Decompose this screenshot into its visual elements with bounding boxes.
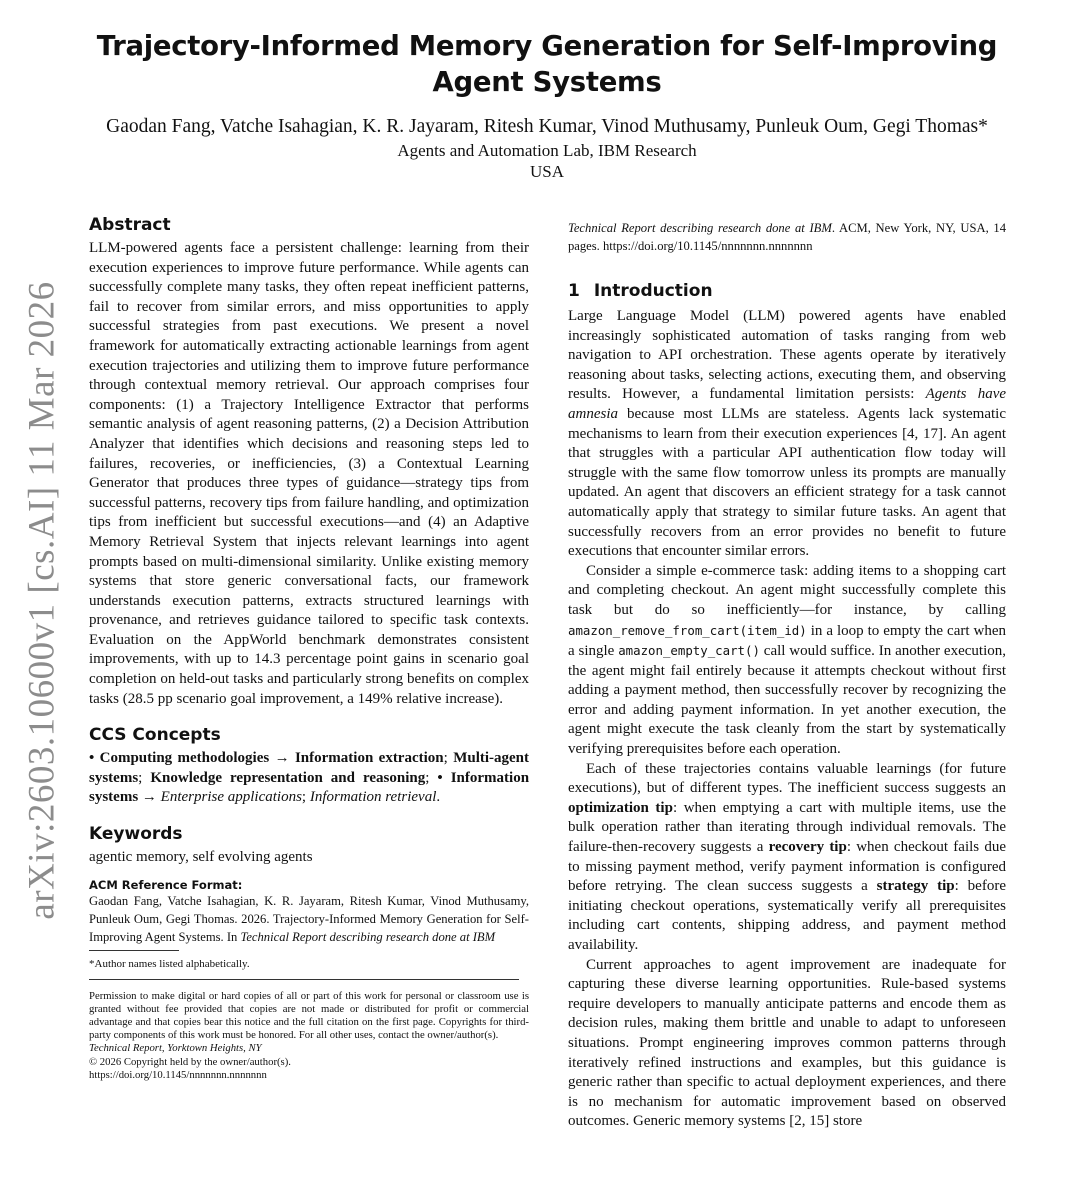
author-list: Gaodan Fang, Vatche Isahagian, K. R. Jayaram, Ritesh Kumar, Vinod Muthusamy, Punleuk Oum, Gegi Thomas* — [106, 116, 988, 137]
footnote-divider — [89, 950, 179, 951]
permission-block — [89, 990, 529, 1082]
doi-link[interactable]: https://doi.org/10.1145/nnnnnnn.nnnnnnn — [89, 1068, 267, 1081]
paper-title: Trajectory-Informed Memory Generation for Self-Improving Agent Systems — [96, 30, 998, 98]
ccs-heading: CCS Concepts — [89, 725, 221, 746]
ccs-concepts: • Computing methodologies → Information extraction; Multi-agent systems; Knowledge representation and reasoning; • Information systems → Enterprise applications; Information retrieval. — [89, 750, 530, 806]
acm-reference-heading: ACM Reference Format: — [89, 877, 243, 892]
left-column — [89, 215, 529, 1082]
affiliation: Agents and Automation Lab, IBM Research — [397, 141, 697, 160]
intro-paragraph-1: Large Language Model (LLM) powered agents have enabled increasingly sophisticated automation of tasks ranging from web navigation to API orchestration. These agents operate by iteratively reasoning about tasks, selecting actions, executing them, and observing results. However, a fundamental limitation persists: Agents have amnesia because most LLMs are stateless. Agents lack systematic mechanisms to learn from their execution experiences [4, 17]. An agent that struggles with a particular API authentication flow today will struggle with the same flow tomorrow unless its prompts are manually updated. An agent that discovers an efficient strategy for a task cannot automatically apply that strategy to similar future tasks. An agent that successfully recovers from an error provides no benefit to future executions that encounter similar errors. — [568, 308, 1007, 560]
keywords-text: agentic memory, self evolving agents — [89, 849, 313, 866]
intro-paragraph-2: Consider a simple e-commerce task: adding items to a shopping cart and completing checkout. An agent might successfully complete this task but do so inefficiently—for instance, by calling amazon_remove_from_cart(item_id) in a loop to empty the cart when a single amazon_empty_cart() call would suffice. In another execution, the agent might fail entirely because it attempts checkout without first adding a payment method, then successfully recover by recognizing the error and adding payment information. In yet another execution, the agent might execute the task cleanly from the start by systematically verifying prerequisites before each operation. — [568, 562, 1006, 758]
abstract-text: LLM-powered agents face a persistent challenge: learning from their execution experiences to improve future performance. While agents can successfully complete many tasks, they often repeat inefficient patterns, fail to recover from similar errors, and miss opportunities to apply successful strategies from past executions. We present a novel framework for automatically extracting actionable learnings from agent execution trajectories and utilizing them to improve future performance through contextual memory retrieval. Our approach comprises four components: (1) a Trajectory Intelligence Extractor that performs semantic analysis of agent reasoning patterns, (2) a Decision Attribution Analyzer that identifies which decisions and reasoning steps led to failures, recoveries, or inefficiencies, (3) a Contextual Learning Generator that produces three types of guidance—strategy tips from successful patterns, recovery tips from failure handling, and optimization tips from inefficient but successful executions—and (4) an Adaptive Memory Retrieval System that injects relevant learnings into agent prompts based on multi-dimensional similarity. Unlike existing memory systems that store generic conversational facts, our framework understands execution patterns, extracts structured learnings with provenance, and retrieves guidance tailored to specific task contexts. Evaluation on the AppWorld benchmark demonstrates consistent improvements, with up to 14.3 percentage point gains in scenario goal completion on held-out tasks and particularly strong benefits on complex tasks (28.5 pp scenario goal improvement, a 149% relative increase). — [89, 240, 529, 707]
permission-text: Permission to make digital or hard copies of all or part of this work for personal or classroom use is granted without fee provided that copies are not made or distributed for profit or commercial advantage and that copies bear this notice and the full citation on the first page. Copyrights for third-party components of this work must be honored. For all other uses, contact the owner/author(s). — [89, 989, 529, 1042]
copyright-line: © 2026 Copyright held by the owner/author(s). — [89, 1055, 291, 1068]
introduction-heading: 1 Introduction — [568, 281, 713, 301]
abstract-heading: Abstract — [89, 215, 171, 235]
country: USA — [529, 162, 564, 181]
intro-paragraph-3: Each of these trajectories contains valuable learnings (for future executions), but of different types. The inefficient success suggests an optimization tip: when emptying a cart with multiple items, use the bulk operation rather than iterating through individual removals. The failure-then-recovery suggests a recovery tip: when checkout fails due to missing payment method, verify payment information is configured before retrying. The clean success suggests a strategy tip: before initiating checkout operations, systematically verify all prerequisites including cart contents, shipping address, and payment method availability. — [568, 760, 1006, 953]
arxiv-id-text: arXiv:2603.10600v1 [cs.AI] 11 Mar 2026 — [21, 280, 63, 920]
permission-divider — [89, 979, 519, 980]
right-column — [568, 219, 1006, 1132]
author-footnote: *Author names listed alphabetically. — [89, 957, 250, 970]
report-venue: Technical Report, Yorktown Heights, NY — [89, 1042, 262, 1055]
paper-header — [90, 28, 1004, 182]
acm-reference-text: Gaodan Fang, Vatche Isahagian, K. R. Jayaram, Ritesh Kumar, Vinod Muthusamy, Punleuk Oum, Gegi Thomas. 2026. Trajectory-Informed Memory Generation for Self-Improving Agent Systems. In Technical Report describing research done at IBM — [89, 893, 529, 944]
intro-paragraph-4: Current approaches to agent improvement are inadequate for capturing these diverse learning opportunities. Rule-based systems require developers to manually anticipate patterns and encode them as decision rules, making them brittle and unable to adapt to unforeseen situations. Prompt engineering improves common patterns through iteratively refined instructions and examples, but this guidance is generic rather than specific to actual deployment experiences, and there is no mechanism for automatic improvement based on observed outcomes. Generic memory systems [2, 15] store — [568, 956, 1006, 1130]
acm-reference-continuation: Technical Report describing research done at IBM. ACM, New York, NY, USA, 14 pages. https://doi.org/10.1145/nnnnnnn.nnnnnnn — [568, 221, 1007, 253]
keywords-heading: Keywords — [89, 824, 183, 845]
arxiv-stamp — [16, 0, 68, 1200]
